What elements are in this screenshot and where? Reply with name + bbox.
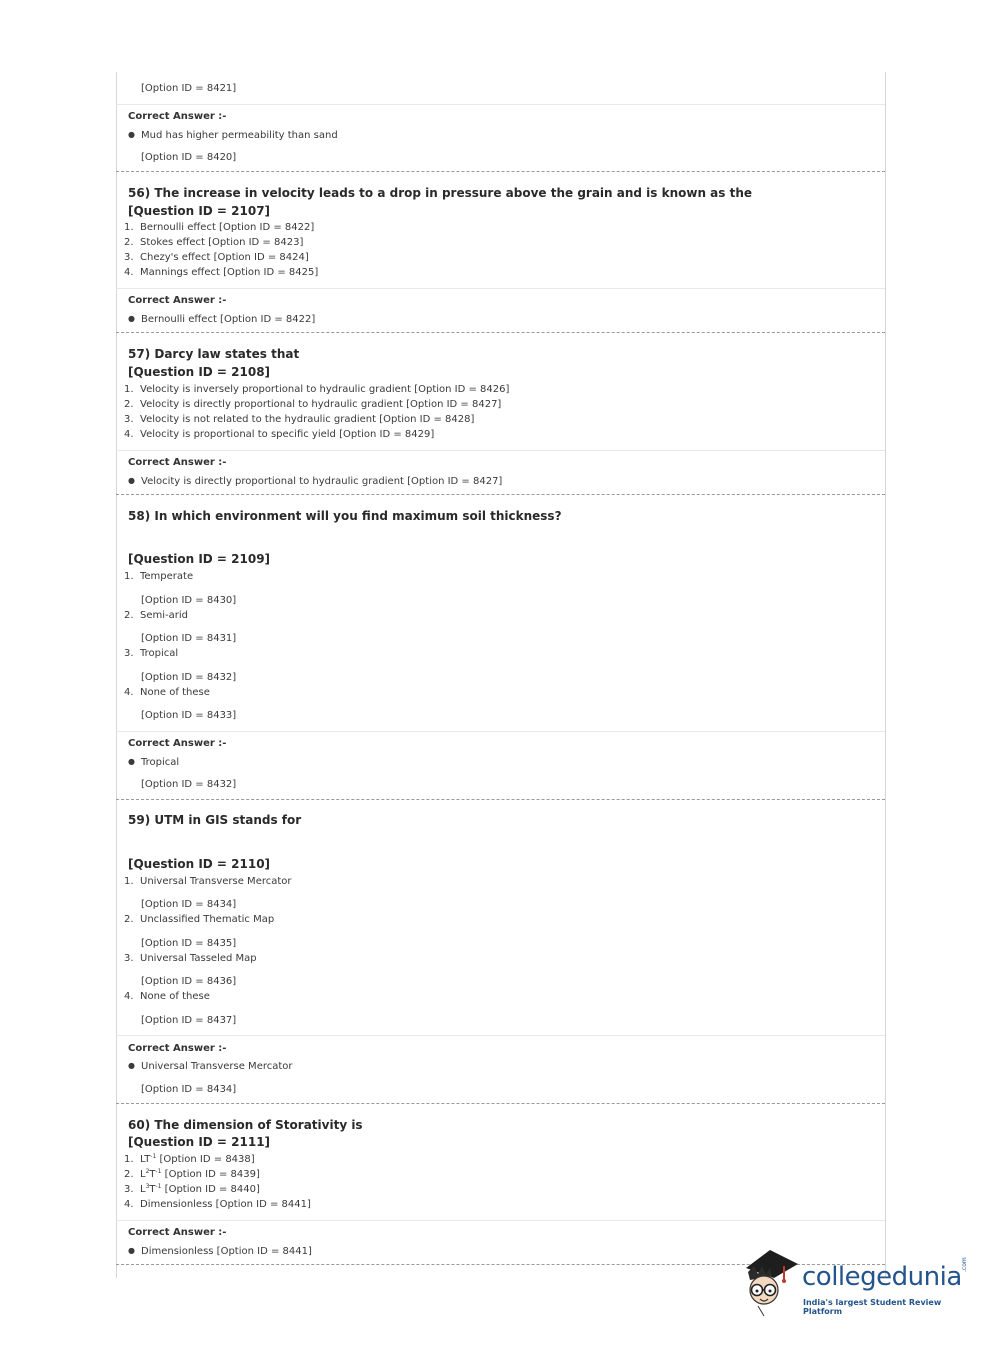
correct-answer	[128, 128, 338, 142]
option-item	[124, 251, 309, 264]
dimension-base: LT	[140, 1154, 151, 1165]
option-id: [Option ID = 8435]	[141, 938, 237, 949]
option-number: 3.	[124, 252, 134, 263]
option-item	[124, 221, 314, 234]
option-number: 4.	[124, 991, 134, 1002]
option-id: [Option ID = 8437]	[141, 1015, 237, 1026]
option-item	[124, 1198, 311, 1211]
question-id: [Question ID = 2108]	[128, 365, 271, 379]
correct-answer	[128, 474, 502, 488]
correct-answer	[128, 1244, 312, 1258]
answer-option-id: [Option ID = 8432]	[141, 779, 237, 790]
bullet-icon: ●	[128, 476, 135, 485]
option-text: Velocity is proportional to specific yield [Option ID = 8429]	[140, 429, 435, 440]
option-text: Chezy's effect [Option ID = 8424]	[140, 252, 309, 263]
option-item	[124, 383, 509, 396]
collegedunia-logo	[740, 1246, 980, 1318]
dimension-exponent: -1	[150, 1153, 157, 1160]
option-item	[124, 990, 210, 1003]
option-id: [Option ID = 8436]	[141, 976, 237, 987]
option-text: [Option ID = 8440]	[161, 1184, 260, 1195]
option-text: Velocity is inversely proportional to hydraulic gradient [Option ID = 8426]	[140, 384, 510, 395]
option-id: [Option ID = 8433]	[141, 710, 237, 721]
answer-option-id: [Option ID = 8434]	[141, 1084, 237, 1095]
option-item	[124, 413, 474, 426]
bullet-icon: ●	[128, 130, 135, 139]
option-number: 4.	[124, 687, 134, 698]
option-number: 1.	[124, 876, 134, 887]
option-number: 3.	[124, 648, 134, 659]
question-title: 60) The dimension of Storativity is	[128, 1118, 363, 1132]
correct-answer-label: Correct Answer :-	[128, 1043, 227, 1054]
option-item	[124, 428, 434, 441]
option-text: Stokes effect [Option ID = 8423]	[140, 237, 304, 248]
bullet-icon: ●	[128, 757, 135, 766]
question-separator	[116, 332, 885, 333]
correct-answer-label: Correct Answer :-	[128, 457, 227, 468]
brand-name: collegedunia	[802, 1262, 962, 1292]
dimension-exponent: -1	[155, 1168, 162, 1175]
question-separator	[116, 494, 885, 495]
option-number: 3.	[124, 953, 134, 964]
option-item	[124, 686, 210, 699]
dimension-exponent: -1	[155, 1183, 162, 1190]
option-item	[124, 266, 318, 279]
option-number: 3.	[124, 1184, 134, 1195]
option-item	[124, 236, 303, 249]
option-id: [Option ID = 8434]	[141, 899, 237, 910]
option-item	[124, 398, 501, 411]
option-text: Velocity is not related to the hydraulic gradient [Option ID = 8428]	[140, 414, 475, 425]
dimension-exponent: 3	[145, 1183, 150, 1190]
divider	[116, 1035, 885, 1036]
option-number: 1.	[124, 384, 134, 395]
option-item	[124, 647, 178, 660]
option-text: [Option ID = 8438]	[156, 1154, 255, 1165]
question-id: [Question ID = 2111]	[128, 1135, 271, 1149]
divider	[116, 288, 885, 289]
answer-option-id: [Option ID = 8420]	[141, 152, 237, 163]
option-text: Universal Tasseled Map	[140, 953, 257, 964]
correct-answer-label: Correct Answer :-	[128, 295, 227, 306]
divider	[116, 450, 885, 451]
option-number: 2.	[124, 237, 134, 248]
bullet-icon: ●	[128, 314, 135, 323]
option-id: [Option ID = 8430]	[141, 595, 237, 606]
question-id: [Question ID = 2110]	[128, 857, 271, 871]
bullet-icon: ●	[128, 1246, 135, 1255]
answer-text: Universal Transverse Mercator	[141, 1061, 293, 1072]
divider	[116, 1220, 885, 1221]
option-number: 1.	[124, 222, 134, 233]
option-id: [Option ID = 8432]	[141, 672, 237, 683]
question-title: 57) Darcy law states that	[128, 347, 300, 361]
correct-answer-label: Correct Answer :-	[128, 111, 227, 122]
option-number: 4.	[124, 429, 134, 440]
option-item	[124, 1183, 260, 1196]
option-number: 2.	[124, 1169, 134, 1180]
answer-text: Tropical	[141, 757, 180, 768]
option-number: 4.	[124, 1199, 134, 1210]
option-item	[124, 609, 188, 622]
correct-answer	[128, 1059, 293, 1073]
correct-answer	[128, 755, 179, 769]
question-separator	[116, 799, 885, 800]
option-text: Tropical	[140, 648, 179, 659]
option-item	[124, 913, 274, 926]
question-id: [Question ID = 2109]	[128, 552, 271, 566]
correct-answer	[128, 312, 315, 326]
option-item	[124, 570, 193, 583]
option-text: None of these	[140, 991, 210, 1002]
option-number: 1.	[124, 571, 134, 582]
option-id-line: [Option ID = 8421]	[141, 83, 237, 94]
option-number: 3.	[124, 414, 134, 425]
answer-text: Bernoulli effect [Option ID = 8422]	[141, 314, 316, 325]
question-separator	[116, 171, 885, 172]
question-id: [Question ID = 2107]	[128, 204, 271, 218]
option-text: [Option ID = 8439]	[161, 1169, 260, 1180]
dimension-exponent: 2	[145, 1168, 150, 1175]
question-separator	[116, 1103, 885, 1104]
bullet-icon: ●	[128, 1061, 135, 1070]
correct-answer-label: Correct Answer :-	[128, 1227, 227, 1238]
option-text: Unclassified Thematic Map	[140, 914, 275, 925]
answer-text: Velocity is directly proportional to hydraulic gradient [Option ID = 8427]	[141, 476, 503, 487]
option-number: 4.	[124, 267, 134, 278]
brand-suffix: .com	[961, 1257, 968, 1272]
option-item	[124, 1153, 255, 1166]
option-number: 1.	[124, 1154, 134, 1165]
dimension-base: L	[140, 1169, 146, 1180]
option-number: 2.	[124, 914, 134, 925]
dimension-base: T	[149, 1169, 156, 1180]
option-text: Velocity is directly proportional to hydraulic gradient [Option ID = 8427]	[140, 399, 502, 410]
question-title: 56) The increase in velocity leads to a drop in pressure above the grain and is known as the	[128, 186, 753, 200]
option-text: Temperate	[140, 571, 194, 582]
brand-tagline: India's largest Student Review Platform	[803, 1298, 942, 1316]
option-number: 2.	[124, 399, 134, 410]
answer-text: Mud has higher permeability than sand	[141, 130, 338, 141]
option-text: Mannings effect [Option ID = 8425]	[140, 267, 319, 278]
option-item	[124, 952, 257, 965]
divider	[116, 104, 885, 105]
correct-answer-label: Correct Answer :-	[128, 738, 227, 749]
option-item	[124, 1168, 260, 1181]
dimension-base: T	[149, 1184, 156, 1195]
option-text: Dimensionless [Option ID = 8441]	[140, 1199, 311, 1210]
option-text: Semi-arid	[140, 610, 188, 621]
answer-text: Dimensionless [Option ID = 8441]	[141, 1246, 312, 1257]
option-text: Bernoulli effect [Option ID = 8422]	[140, 222, 315, 233]
divider	[116, 731, 885, 732]
option-text: None of these	[140, 687, 210, 698]
dimension-base: L	[140, 1184, 146, 1195]
question-title: 59) UTM in GIS stands for	[128, 813, 302, 827]
option-text: Universal Transverse Mercator	[140, 876, 292, 887]
question-title: 58) In which environment will you find maximum soil thickness?	[128, 509, 562, 523]
option-number: 2.	[124, 610, 134, 621]
option-item	[124, 875, 292, 888]
option-id: [Option ID = 8431]	[141, 633, 237, 644]
graduate-mascot-icon	[740, 1246, 802, 1318]
